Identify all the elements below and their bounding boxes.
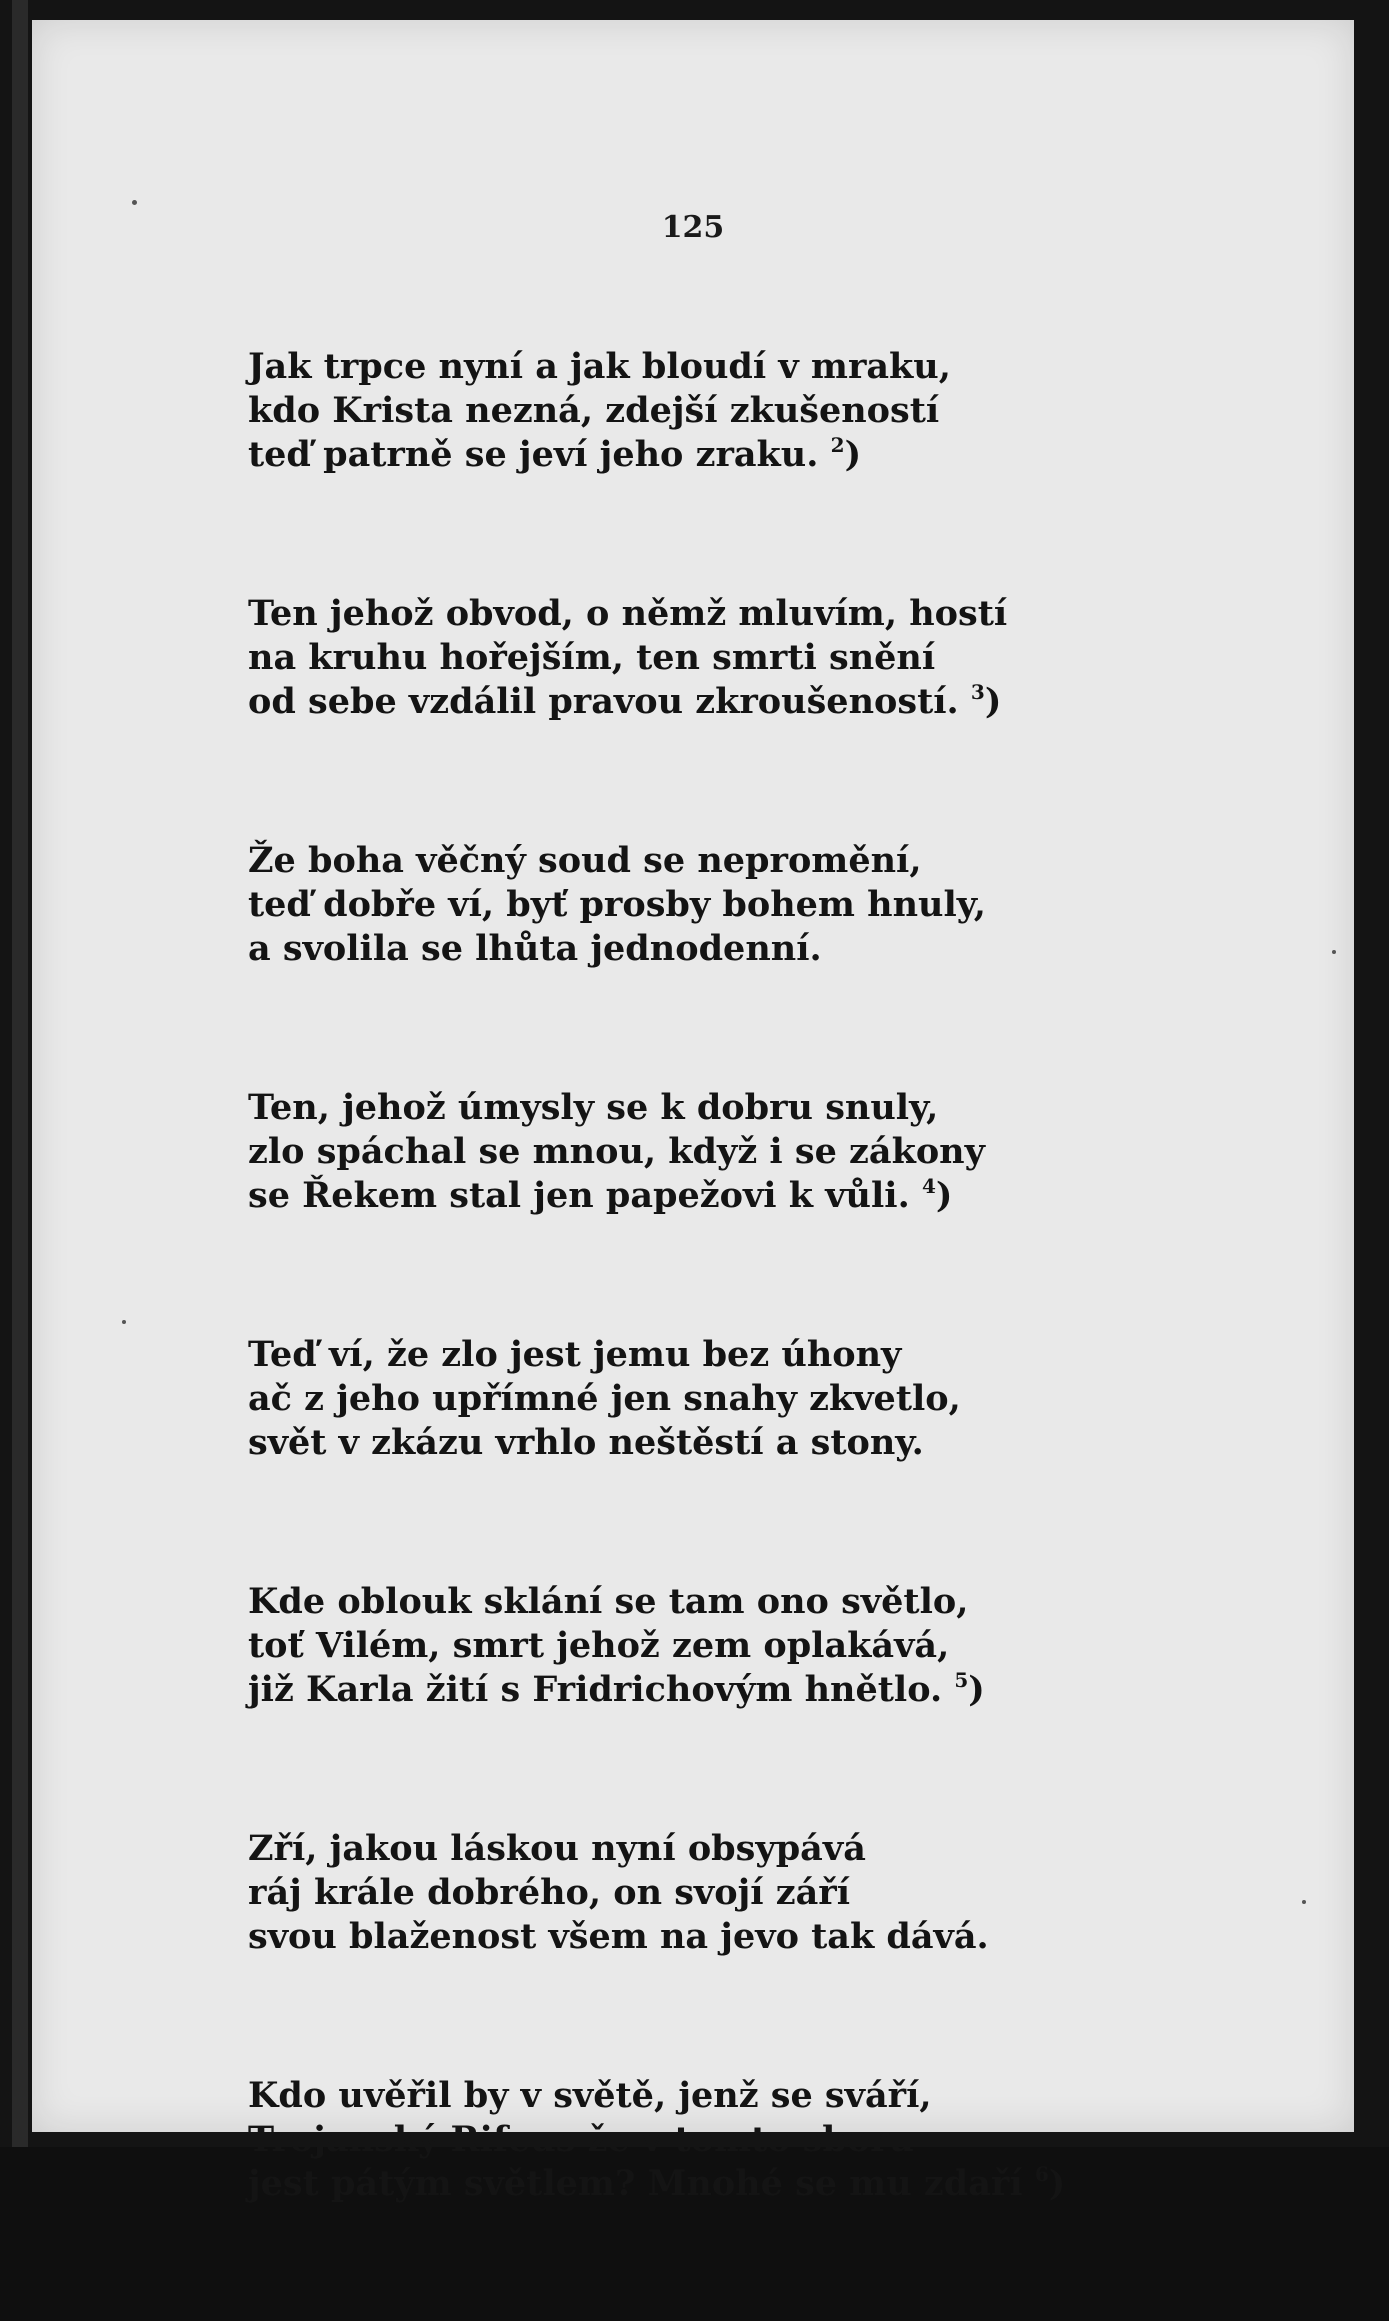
scan-speck xyxy=(122,1320,126,1324)
verse-text: teď patrně se jeví jeho zraku. xyxy=(248,434,819,475)
page-number: 125 xyxy=(661,210,725,245)
verse-text: kdo Krista nezná, zdejší zkušeností xyxy=(248,390,940,431)
footnote-marker: 6 xyxy=(1034,2162,1049,2186)
footnote-paren: ) xyxy=(844,434,862,475)
verse-line xyxy=(248,345,1248,389)
verse-text: Zří, jakou láskou nyní obsypává xyxy=(248,1828,866,1869)
stanza xyxy=(248,2074,1248,2206)
verse-text: Jak trpce nyní a jak bloudí v mraku, xyxy=(248,346,951,387)
verse-text: Kde oblouk sklání se tam ono světlo, xyxy=(248,1581,969,1622)
verse-text: Kdo uvěřil by v světě, jenž se sváří, xyxy=(248,2075,932,2116)
footnote-paren: ) xyxy=(968,1669,985,1710)
verse-line xyxy=(248,2074,1248,2118)
stanza xyxy=(248,592,1248,724)
stanza xyxy=(248,1580,1248,1712)
book-page xyxy=(32,20,1354,2204)
verse-text: zlo spáchal se mnou, když i se zákony xyxy=(248,1131,985,1172)
stanza xyxy=(248,1333,1248,1465)
verse-text: a svolila se lhůta jednodenní. xyxy=(248,928,822,969)
verse-line xyxy=(248,1580,1248,1624)
verse-line xyxy=(248,1915,1248,1959)
verse-line xyxy=(248,839,1248,883)
verse-text: Teď ví, že zlo jest jemu bez úhony xyxy=(248,1334,902,1375)
footnote-paren: ) xyxy=(935,1175,953,1216)
verse-text: se Řekem stal jen papežovi k vůli. xyxy=(248,1175,910,1216)
scan-speck xyxy=(1332,950,1336,954)
footnote-paren: ) xyxy=(1048,2163,1066,2204)
verse-text: ráj krále dobrého, on svojí září xyxy=(248,1872,851,1913)
stanza xyxy=(248,345,1248,477)
verse-line xyxy=(248,592,1248,636)
verse-line xyxy=(248,1130,1248,1174)
verse-line xyxy=(248,1827,1248,1871)
verse-line xyxy=(248,1377,1248,1421)
verse-line xyxy=(248,2162,1248,2206)
verse-text: Ten jehož obvod, o němž mluvím, hostí xyxy=(248,593,1008,634)
verse-text: na kruhu hořejším, ten smrti snění xyxy=(248,637,936,678)
verse-line xyxy=(248,2118,1248,2162)
verse-line xyxy=(248,636,1248,680)
verse-text: teď dobře ví, byť prosby bohem hnuly, xyxy=(248,884,986,925)
verse-line xyxy=(248,1421,1248,1465)
verse-text: Že boha věčný soud se nepromění, xyxy=(248,840,922,881)
scan-speck xyxy=(132,200,137,205)
verse-text: již Karla žití s Fridrichovým hnětlo. xyxy=(248,1669,943,1710)
verse-text: jest pátým světlem? Mnohé se mu zdaří xyxy=(248,2163,1023,2204)
poem xyxy=(248,345,1248,2321)
verse-line xyxy=(248,1871,1248,1915)
verse-line xyxy=(248,1668,1248,1712)
verse-line xyxy=(248,1174,1248,1218)
footnote-marker: 5 xyxy=(954,1668,969,1692)
footnote-marker: 2 xyxy=(830,433,845,457)
scan-speck xyxy=(1302,1900,1306,1904)
verse-line xyxy=(248,883,1248,927)
stanza xyxy=(248,1827,1248,1959)
verse-text: Trojanský Rifeus že v tomto sboru xyxy=(248,2119,915,2160)
verse-line xyxy=(248,1086,1248,1130)
verse-text: svět v zkázu vrhlo neštěstí a stony. xyxy=(248,1422,924,1463)
verse-line xyxy=(248,680,1248,724)
footnote-marker: 4 xyxy=(921,1174,936,1198)
verse-text: toť Vilém, smrt jehož zem oplakává, xyxy=(248,1625,950,1666)
verse-line xyxy=(248,1624,1248,1668)
verse-text: od sebe vzdálil pravou zkroušeností. xyxy=(248,681,959,722)
binding-edge xyxy=(12,0,28,2147)
verse-text: Ten, jehož úmysly se k dobru snuly, xyxy=(248,1087,939,1128)
footnote-paren: ) xyxy=(984,681,1002,722)
footnote-marker: 3 xyxy=(970,680,985,704)
verse-line xyxy=(248,389,1248,433)
verse-text: svou blaženost všem na jevo tak dává. xyxy=(248,1916,989,1957)
stanza xyxy=(248,839,1248,971)
verse-line xyxy=(248,1333,1248,1377)
verse-line xyxy=(248,433,1248,477)
verse-line xyxy=(248,927,1248,971)
stanza xyxy=(248,1086,1248,1218)
verse-text: ač z jeho upřímné jen snahy zkvetlo, xyxy=(248,1378,961,1419)
